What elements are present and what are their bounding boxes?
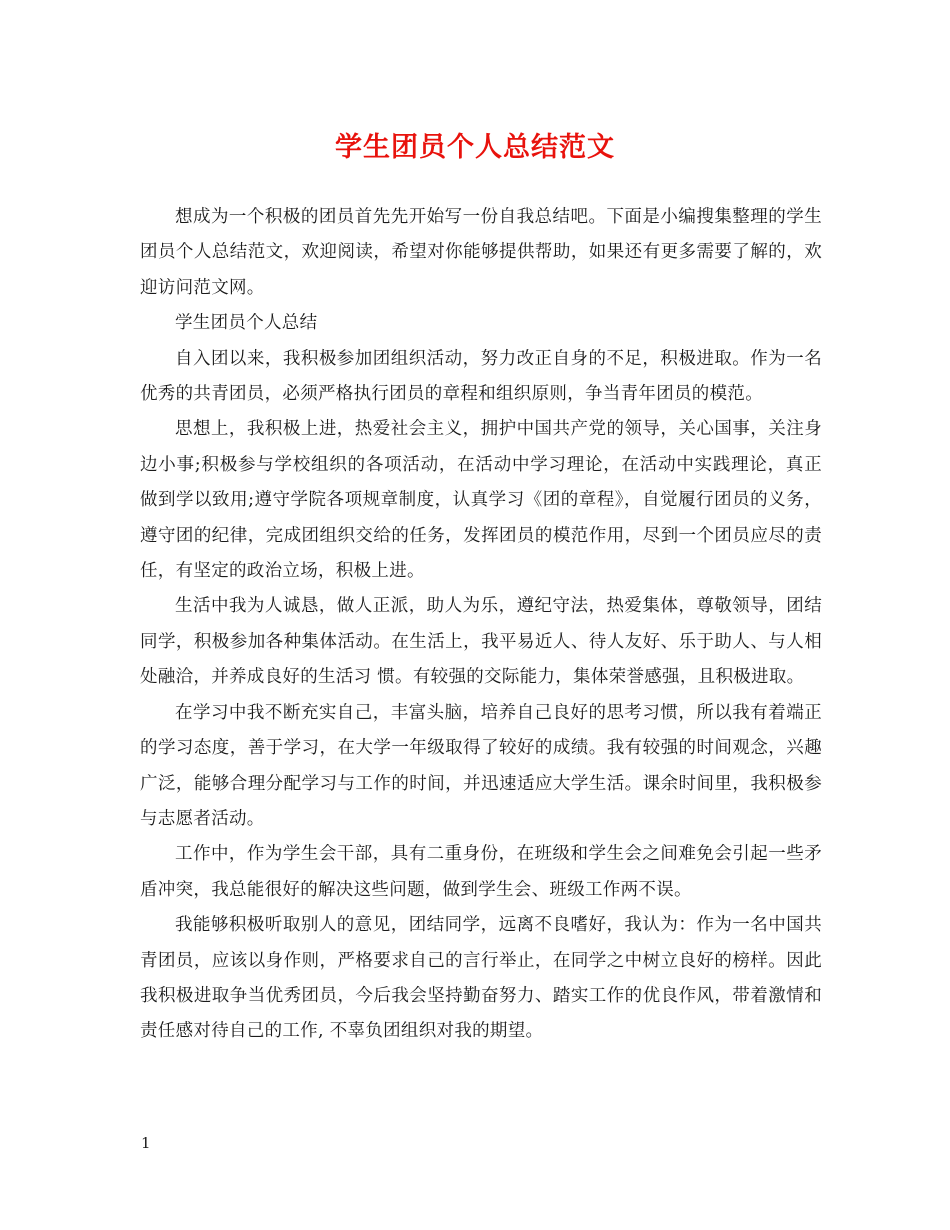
paragraph-intro: 想成为一个积极的团员首先先开始写一份自我总结吧。下面是小编搜集整理的学生团员个人总结范文，欢迎阅读，希望对你能够提供帮助，如果还有更多需要了解的，欢迎访问范文网。 [140,207,822,298]
paragraph-study: 在学习中我不断充实自己，丰富头脑，培养自己良好的思考习惯，所以我有着端正的学习态度，善于学习，在大学一年级取得了较好的成绩。我有较强的时间观念，兴趣广泛，能够合理分配学习与工作的时间，并迅速适应大学生活。课余时间里，我积极参与志愿者活动。 [140,702,822,829]
paragraph-conclusion: 我能够积极听取别人的意见，团结同学，远离不良嗜好，我认为：作为一名中国共青团员，应该以身作则，严格要求自己的言行举止，在同学之中树立良好的榜样。因此我积极进取争当优秀团员，今后我会坚持勤奋努力、踏实工作的优良作风，带着激情和责任感对待自己的工作, 不辜负团组织对我的期望。 [140,915,822,1042]
document-title: 学生团员个人总结范文 [335,132,615,163]
document-body [140,200,822,1050]
page-number: 1 [141,1134,151,1152]
paragraph-work: 工作中，作为学生会干部，具有二重身份，在班级和学生会之间难免会引起一些矛盾冲突，我总能很好的解决这些问题，做到学生会、班级工作两不误。 [140,844,822,900]
paragraph-life: 生活中我为人诚恳，做人正派，助人为乐，遵纪守法，热爱集体，尊敬领导，团结同学，积极参加各种集体活动。在生活上，我平易近人、待人友好、乐于助人、与人相处融洽，并养成良好的生活习 惯。有较强的交际能力，集体荣誉感强，且积极进取。 [140,596,822,688]
paragraph-subheading: 学生团员个人总结 [175,313,318,334]
paragraph-ideology: 思想上，我积极上进，热爱社会主义，拥护中国共产党的领导，关心国事，关注身边小事;积极参与学校组织的各项活动，在活动中学习理论，在活动中实践理论，真正做到学以致用;遵守学院各项规章制度，认真学习《团的章程》，自觉履行团员的义务，遵守团的纪律，完成团组织交给的任务，发挥团员的模范作用，尽到一个团员应尽的责任，有坚定的政治立场，积极上进。 [140,419,822,582]
paragraph-since-joining: 自入团以来，我积极参加团组织活动，努力改正自身的不足，积极进取。作为一名优秀的共青团员，必须严格执行团员的章程和组织原则，争当青年团员的模范。 [140,348,822,405]
